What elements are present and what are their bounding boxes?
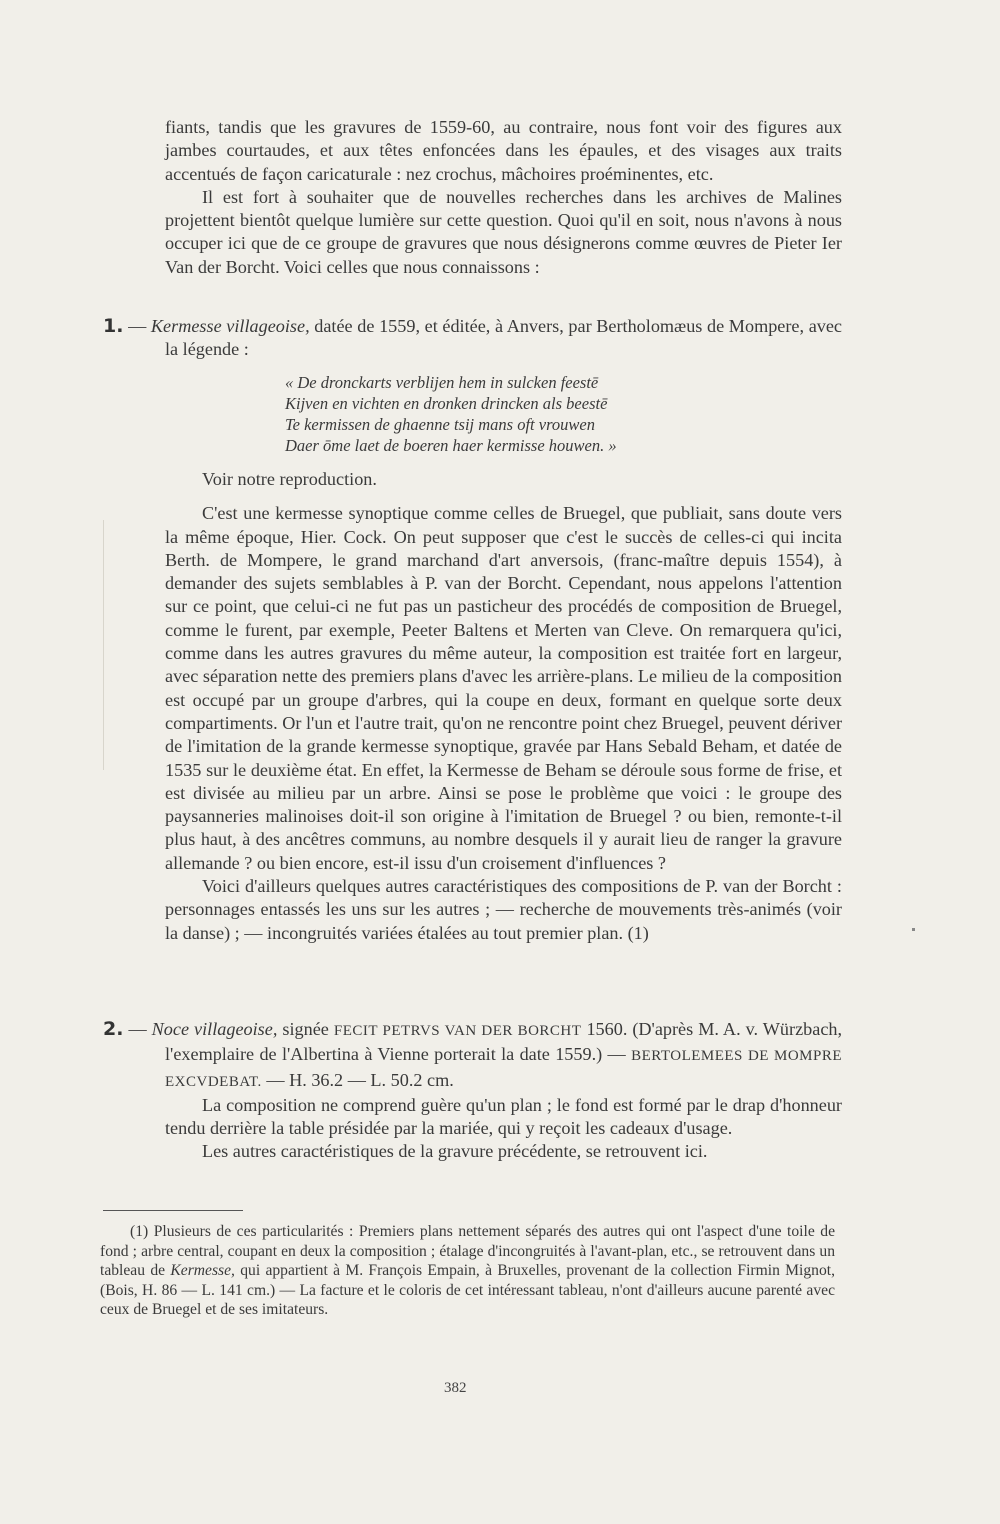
entry-1-see-reproduction: Voir notre reproduction. <box>202 469 377 489</box>
footnote-text-start: (1) Plusieurs de ces particularités : Premiers plans nettement séparés des autres qui ont l'aspect d'une toile de fond ; arbre central, coupant en deux la composition ; étalage d'incongruités à l'avant-plan, etc., se retrouvent dans un tableau de <box>100 1223 835 1279</box>
entry-1-title: Kermesse villageoise, <box>150 316 310 336</box>
entry-2-signed: signée <box>282 1019 329 1039</box>
footnote-text <box>100 1222 835 1320</box>
intro-paragraph-2: Il est fort à souhaiter que de nouvelles recherches dans les archives de Malines projettent bientôt quelque lumière sur cette question. Quoi qu'il en soit, nous n'avons à nous occuper ici que de ce groupe de gravures que nous désignerons comme œuvres de Pieter Ier Van der Borcht. Voici celles que nous connaissons : <box>165 186 842 277</box>
footnote-rule <box>103 1210 243 1211</box>
entry-1-heading <box>103 315 842 362</box>
poem-line: « De dronckarts verblijen hem in sulcken feestē <box>285 373 599 392</box>
legend-poem <box>285 372 705 456</box>
entry-1-description: datée de 1559, et éditée, à Anvers, par Bertholomæus de Mompere, avec la légende : <box>165 316 843 360</box>
entry-2-paragraph-2: Les autres caractéristiques de la gravure précédente, se retrouvent ici. <box>202 1141 708 1162</box>
intro-section <box>165 116 842 279</box>
entry-1-paragraph-2: Voici d'ailleurs quelques autres caractéristiques des compositions de P. van der Borcht : personnages entassés les uns sur les autres ; — recherche de mouvements très-animés (voir la danse) ; — incongruités variées étalées au tout premier plan. (1) <box>165 876 842 943</box>
entry-1-paragraph-1: C'est une kermesse synoptique comme celles de Bruegel, que publiait, sans doute vers la même époque, Hier. Cock. On peut supposer que c'est le succès de celles-ci qui incita Berth. de Mompere, le grand marchand d'art anversois, (franc-maître depuis 1554), à demander des sujets semblables à P. van der Borcht. Cependant, nous appelons l'attention sur ce point, que celui-ci ne fut pas un pasticheur des procédés de composition de Bruegel, comme le furent, par exemple, Peeter Baltens et Merten van Cleve. On remarquera qu'ici, comme dans les autres gravures du même auteur, la composition est traitée fort en largeur, avec séparation nette des premiers plans d'avec les arrière-plans. Le milieu de la composition est occupé par un groupe d'arbres, qui la coupe en deux, formant en quelque sorte deux compartiments. Or l'un et l'autre trait, qu'on ne rencontre point chez Bruegel, peuvent dériver de l'imitation de la grande kermesse synoptique, gravée par Hans Sebald Beham, et datée de 1535 sur le deuxième état. En effet, la Kermesse de Beham se déroule sous forme de frise, et est divisée au milieu par un arbre. Ainsi se pose le problème que voici : le groupe des paysanneries malinoises doit-il son origine à l'imitation de Bruegel ? ou bien, remonte-t-il plus haut, à des ancêtres communs, au nombre desquels il y aurait lieu de ranger la gravure allemande ? ou bien encore, est-il issu d'un croisement d'influences ? <box>165 503 842 873</box>
footnote-text-end: qui appartient à M. François Empain, à Bruxelles, provenant de la collection Firmin Mignot, (Bois, H. 86 — L. 141 cm.) — La facture et le coloris de cet intéressant tableau, n'ont d'ailleurs aucune parenté avec ceux de Bruegel et de ses imitateurs. <box>100 1262 835 1318</box>
entry-2-paragraph-1: La composition ne comprend guère qu'un plan ; le fond est formé par le drap d'honneur tendu derrière la table présidée par la mariée, qui y reçoit les cadeaux d'usage. <box>165 1094 842 1139</box>
entry-2-heading <box>103 1018 842 1094</box>
poem-line: Daer ōme laet de boeren haer kermisse houwen. » <box>285 436 617 455</box>
footnote <box>100 1222 835 1320</box>
entry-1-dash: — <box>128 316 147 336</box>
ink-speck <box>912 928 915 931</box>
intro-paragraph-1: fiants, tandis que les gravures de 1559-60, au contraire, nous font voir des figures aux jambes courtaudes, et aux têtes enfoncées dans les épaules, et des visages aux traits accentués de façon caricaturale : nez crochus, mâchoires proéminentes, etc. <box>165 117 842 184</box>
entry-2-description: 1560. (D'après M. A. v. Würzbach, l'exemplaire de l'Albertina à Vienne porterait la date 1559.) — <box>165 1019 843 1065</box>
entry-2-title: Noce villageoise, <box>151 1019 278 1039</box>
entry-1-body <box>103 468 842 945</box>
poem-line: Te kermissen de ghaenne tsij mans oft vrouwen <box>285 415 595 434</box>
pencil-margin-mark <box>103 520 104 770</box>
entry-1-number: 1. <box>103 315 124 337</box>
entry-2-dash: — <box>128 1019 147 1039</box>
entry-2-number: 2. <box>103 1018 124 1040</box>
catalogue-entry-2 <box>103 1018 842 1164</box>
poem-line: Kijven en vichten en dronken drincken als beestē <box>285 394 608 413</box>
entry-2-inscription: FECIT PETRVS VAN DER BORCHT <box>333 1023 582 1039</box>
page-number: 382 <box>444 1380 467 1396</box>
footnote-italic-title: Kermesse, <box>170 1262 235 1279</box>
entry-2-publisher: BERTOLEMEES DE MOMPRE EXCVDEBAT. <box>165 1048 843 1090</box>
entry-2-dimensions: — H. 36.2 — L. 50.2 cm. <box>266 1069 454 1090</box>
catalogue-entry-1 <box>103 315 842 362</box>
